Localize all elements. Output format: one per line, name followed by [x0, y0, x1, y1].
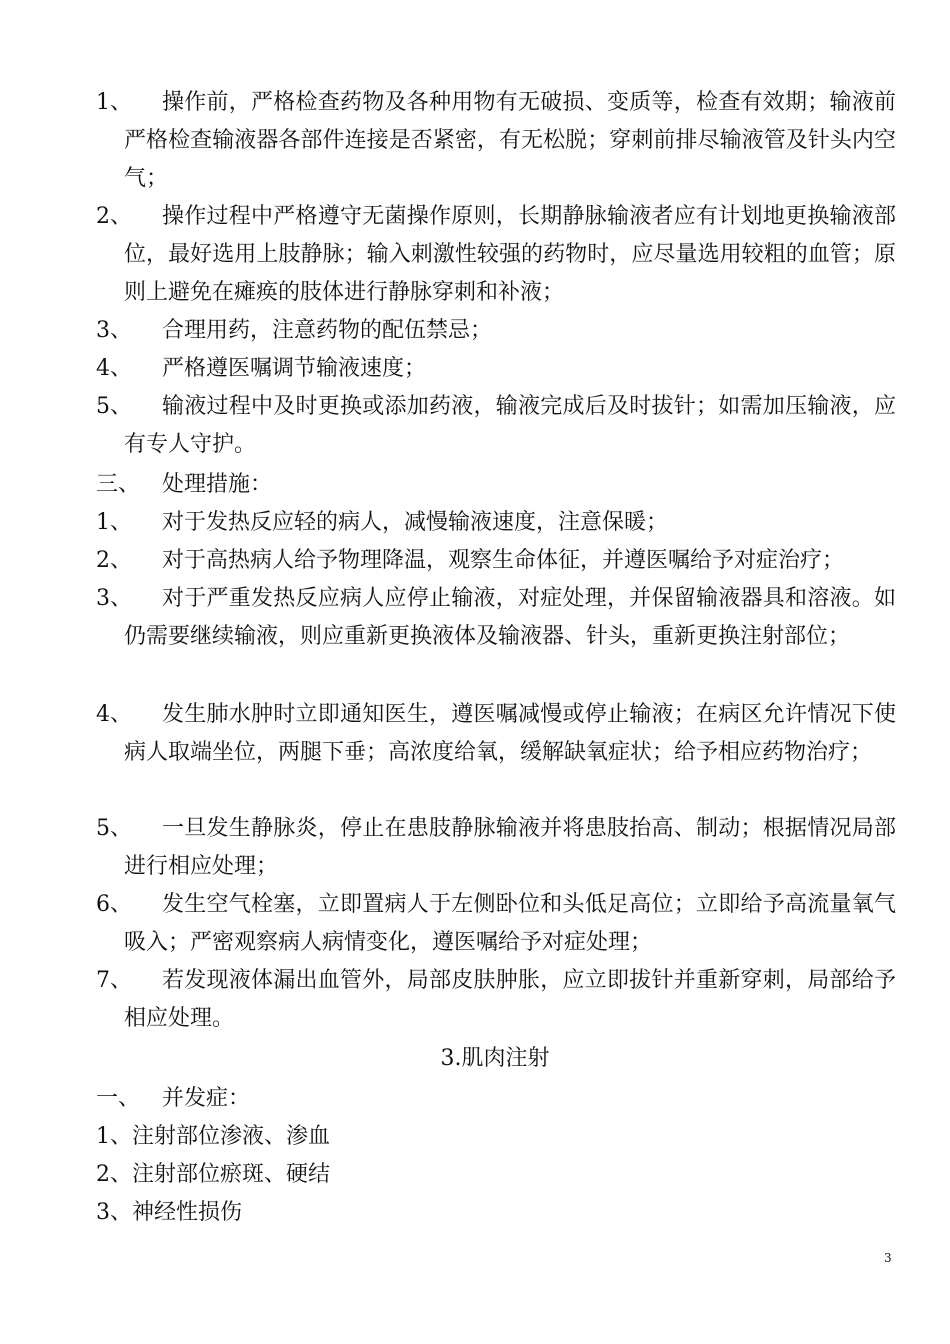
measure-item-2 [96, 198, 896, 312]
list-text: 操作过程中严格遵守无菌操作原则，长期静脉输液者应有计划地更换输液部位，最好选用上肢静脉；输入刺激性较强的药物时，应尽量选用较粗的血管；原则上避免在瘫痪的肢体进行静脉穿刺和补液； [124, 204, 896, 305]
list-text: 对于发热反应轻的病人，减慢输液速度，注意保暖； [162, 510, 669, 535]
list-text: 输液过程中及时更换或添加药液，输液完成后及时拔针；如需加压输液，应有专人守护。 [124, 394, 896, 457]
list-number: 5、 [96, 394, 132, 419]
treatment-item-1 [96, 504, 896, 542]
treatment-item-7 [96, 962, 896, 1038]
measure-item-3 [96, 312, 896, 350]
page-number: 3 [884, 1251, 892, 1265]
measure-item-1 [96, 84, 896, 198]
list-text: 操作前，严格检查药物及各种用物有无破损、变质等，检查有效期；输液前严格检查输液器各部件连接是否紧密，有无松脱；穿刺前排尽输液管及针头内空气； [124, 90, 896, 191]
list-number: 3、 [96, 586, 132, 611]
complication-item-1: 1、注射部位渗液、渗血 [96, 1124, 330, 1149]
list-number: 7、 [96, 968, 132, 993]
section-number: 三、 [96, 472, 141, 497]
list-number: 3、 [96, 318, 132, 343]
section-title: 并发症： [162, 1086, 251, 1111]
treatment-item-2 [96, 542, 896, 580]
measure-item-5 [96, 388, 896, 464]
list-text: 发生空气栓塞，立即置病人于左侧卧位和头低足高位；立即给予高流量氧气吸入；严密观察病人病情变化，遵医嘱给予对症处理； [124, 892, 896, 955]
list-number: 1、 [96, 510, 132, 535]
list-number: 2、 [96, 548, 132, 573]
list-text: 对于严重发热反应病人应停止输液，对症处理，并保留输液器具和溶液。如仍需要继续输液，则应重新更换液体及输液器、针头，重新更换注射部位； [124, 586, 896, 649]
complication-item-2: 2、注射部位瘀斑、硬结 [96, 1162, 330, 1187]
list-number: 6、 [96, 892, 132, 917]
complication-item-3: 3、神经性损伤 [96, 1200, 242, 1225]
list-number: 5、 [96, 816, 132, 841]
list-text: 对于高热病人给予物理降温，观察生命体征，并遵医嘱给予对症治疗； [162, 548, 845, 573]
list-text: 发生肺水肿时立即通知医生，遵医嘱减慢或停止输液；在病区允许情况下使病人取端坐位，两腿下垂；高浓度给氧，缓解缺氧症状；给予相应药物治疗； [124, 702, 896, 765]
section-number: 一、 [96, 1086, 141, 1111]
treatment-item-3 [96, 580, 896, 656]
list-text: 严格遵医嘱调节输液速度； [162, 356, 427, 381]
list-text: 一旦发生静脉炎，停止在患肢静脉输液并将患肢抬高、制动；根据情况局部进行相应处理； [124, 816, 896, 879]
section-heading-treatment [96, 466, 272, 504]
treatment-item-6 [96, 886, 896, 962]
section-title: 处理措施： [162, 472, 273, 497]
list-number: 4、 [96, 356, 132, 381]
treatment-item-5 [96, 810, 896, 886]
list-number: 4、 [96, 702, 132, 727]
section-heading-complications [96, 1080, 250, 1118]
chapter-title: 3.肌肉注射 [440, 1046, 550, 1071]
list-number: 1、 [96, 90, 132, 115]
measure-item-4 [96, 350, 896, 388]
list-number: 2、 [96, 204, 132, 229]
list-text: 若发现液体漏出血管外，局部皮肤肿胀，应立即拔针并重新穿刺，局部给予相应处理。 [124, 968, 896, 1031]
list-text: 合理用药，注意药物的配伍禁忌； [162, 318, 493, 343]
treatment-item-4 [96, 696, 896, 772]
